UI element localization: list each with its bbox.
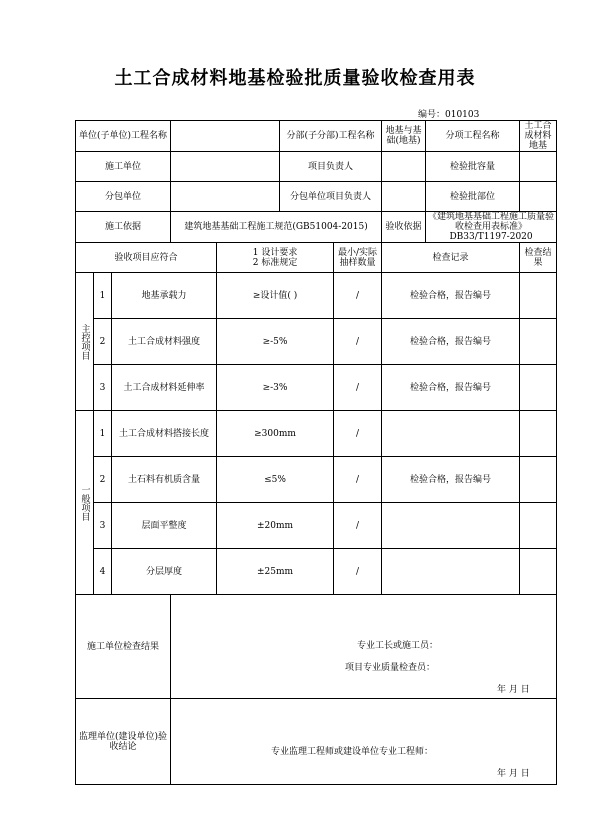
form-code: 编号：010103 [418,110,480,120]
item-record: 检验合格，报告编号 [382,319,520,365]
subcontract-unit-label: 分包单位 [76,182,171,212]
table-row [76,319,557,365]
req-2-label: 2 标准规定 [252,257,298,268]
table-row [76,549,557,595]
construction-basis-label: 施工依据 [76,212,171,243]
item-sample: / [334,457,382,503]
item-record: 检验合格，报告编号 [382,273,520,319]
item-record[interactable] [382,549,520,595]
item-name: 层面平整度 [112,503,217,549]
item-requirement: ±25mm [217,549,334,595]
subitem-value: 土工合成材料地基 [520,121,557,152]
item-number: 2 [94,319,112,365]
item-number: 2 [94,457,112,503]
item-requirement: ±20mm [217,503,334,549]
supervision-label: 监理单位(建设单位)验收结论 [76,699,171,785]
item-name: 分层厚度 [112,549,217,595]
construction-check-area[interactable] [171,595,557,699]
foreman-label: 专业工长或施工员： [357,641,439,651]
item-sample: / [334,273,382,319]
batch-capacity-value[interactable] [520,152,557,182]
subcontract-unit-value[interactable] [171,182,280,212]
item-requirement: ≥-5% [217,319,334,365]
column-min-sample: 最小/实际抽样数量 [334,243,382,273]
table-row [76,503,557,549]
item-sample: / [334,549,382,595]
quality-inspector-label: 项目专业质量检查员： [345,663,436,673]
column-header-row [76,243,557,273]
subitem-label: 分项工程名称 [426,121,520,152]
header-row-1 [76,121,557,152]
item-number: 3 [94,503,112,549]
supervisor-label: 专业监理工程师或建设单位专业工程师： [271,747,434,757]
project-leader-value[interactable] [382,152,426,182]
column-item-conform: 验收项目应符合 [76,243,217,273]
batch-capacity-label: 检验批容量 [426,152,520,182]
acceptance-basis-label: 验收依据 [382,212,426,243]
construction-check-label: 施工单位检查结果 [76,595,171,699]
inspection-table [75,120,557,785]
table-row [76,457,557,503]
date-label: 年 月 日 [497,685,530,695]
item-number: 4 [94,549,112,595]
item-name: 地基承载力 [112,273,217,319]
acceptance-basis-value: 《建筑地基基础工程施工质量验收检查用表标准》DB33/T1197-2020 [426,212,557,243]
supervision-area[interactable] [171,699,557,785]
table-row [76,365,557,411]
item-result[interactable] [520,273,557,319]
item-name: 土工合成材料搭接长度 [112,411,217,457]
construction-check-row [76,595,557,699]
item-number: 1 [94,411,112,457]
item-name: 土工合成材料强度 [112,319,217,365]
item-record[interactable] [382,503,520,549]
construction-unit-value[interactable] [171,152,280,182]
item-name: 土工合成材料延伸率 [112,365,217,411]
item-result[interactable] [520,319,557,365]
item-sample: / [334,319,382,365]
project-leader-label: 项目负责人 [280,152,382,182]
header-row-4 [76,212,557,243]
item-record: 检验合格，报告编号 [382,457,520,503]
main-group-label: 主控项目 [79,323,90,360]
general-group-cell [76,411,94,595]
unit-label: 单位(子单位)工程名称 [76,121,171,152]
item-result[interactable] [520,549,557,595]
item-sample: / [334,365,382,411]
header-row-2 [76,152,557,182]
item-requirement: ≤5% [217,457,334,503]
table-row [76,411,557,457]
header-row-3 [76,182,557,212]
column-record: 检查记录 [382,243,520,273]
subcontract-leader-value[interactable] [382,182,426,212]
page-title: 土工合成材料地基检验批质量验收检查用表 [114,68,476,89]
column-requirements [217,243,334,273]
item-requirement: ≥300mm [217,411,334,457]
item-result[interactable] [520,503,557,549]
item-requirement: ≥-3% [217,365,334,411]
subpart-label: 分部(子分部)工程名称 [280,121,382,152]
batch-location-value[interactable] [520,182,557,212]
batch-location-label: 检验批部位 [426,182,520,212]
req-1-label: 1 设计要求 [252,247,298,258]
construction-basis-value: 建筑地基基础工程施工规范(GB51004-2015) [171,212,382,243]
subpart-value: 地基与基础(地基) [382,121,426,152]
item-number: 3 [94,365,112,411]
item-requirement: ≥设计值( ) [217,273,334,319]
construction-unit-label: 施工单位 [76,152,171,182]
item-record: 检验合格，报告编号 [382,365,520,411]
date-label: 年 月 日 [497,769,530,779]
column-result: 检查结果 [520,243,557,273]
item-record[interactable] [382,411,520,457]
subcontract-leader-label: 分包单位项目负责人 [280,182,382,212]
unit-value[interactable] [171,121,280,152]
item-number: 1 [94,273,112,319]
item-result[interactable] [520,457,557,503]
item-name: 土石料有机质含量 [112,457,217,503]
item-result[interactable] [520,411,557,457]
table-row [76,273,557,319]
item-sample: / [334,411,382,457]
item-sample: / [334,503,382,549]
general-group-label: 一般项目 [79,484,90,521]
item-result[interactable] [520,365,557,411]
main-group-cell [76,273,94,411]
supervision-row [76,699,557,785]
